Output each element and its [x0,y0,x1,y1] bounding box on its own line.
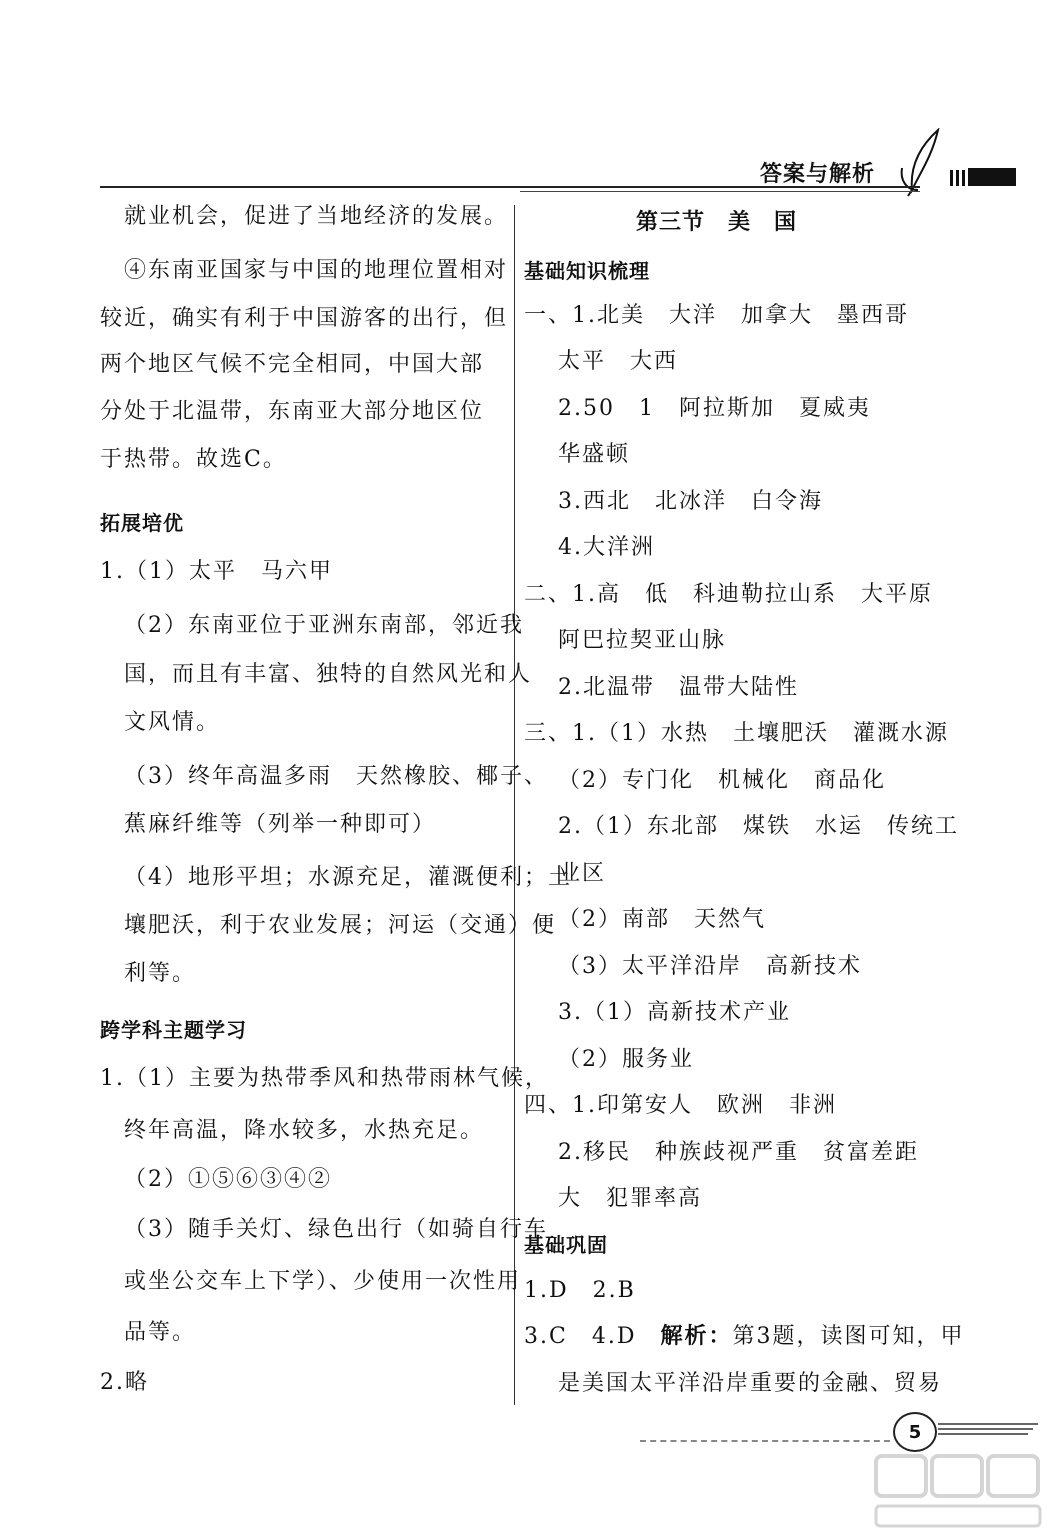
answer-line: 或坐公交车上下学）、少使用一次性用 [124,1269,522,1294]
answer-line: 阿巴拉契亚山脉 [558,628,727,653]
answer-line: 3.（1）高新技术产业 [558,1000,791,1025]
answer-line: 4.大洋洲 [558,535,655,560]
answer-line: 2.略 [100,1370,149,1395]
analysis-label: 解析： [660,1324,733,1349]
answer-line: 2.50 1 阿拉斯加 夏威夷 [558,396,871,421]
header-title: 答案与解析 [759,162,875,187]
answer-line [524,1322,964,1352]
answer-line: 一、1.北美 大洋 加拿大 墨西哥 [524,303,909,328]
text-line: 两个地区气候不完全相同，中国大部 [100,352,485,377]
footer-decorative-lines-icon [938,1420,1038,1440]
header-rule-secondary [520,191,920,192]
text-line: ④东南亚国家与中国的地理位置相对 [124,258,509,283]
answer-line: 业区 [558,861,607,886]
answer-line: 品等。 [124,1320,197,1345]
answer-line: 国，而且有丰富、独特的自然风光和人 [124,662,533,687]
answer-line: 三、1.（1）水热 土壤肥沃 灌溉水源 [524,721,949,746]
answer-line: 3.西北 北冰洋 白令海 [558,489,823,514]
footer-dashed-rule [640,1440,890,1442]
answer-line: 2.移民 种族歧视严重 贫富差距 [558,1140,919,1165]
answer-line: 壤肥沃，利于农业发展；河运（交通）便 [124,913,557,938]
section-heading: 拓展培优 [100,511,184,535]
section-heading: 基础知识梳理 [524,259,650,283]
answer-line: （4）地形平坦；水源充足，灌溉便利；土 [124,865,572,890]
text-line: 较近，确实有利于中国游客的出行，但 [100,306,509,331]
answer-line: 二、1.高 低 科迪勒拉山系 大平原 [524,582,933,607]
answer-line: 1.（1）太平 马六甲 [100,559,333,584]
answer-line: 1.D 2.B [524,1278,636,1303]
answer-line: （2）专门化 机械化 商品化 [558,768,886,793]
section-heading: 跨学科主题学习 [100,1018,247,1042]
answer-line: 文风情。 [124,710,221,735]
answer-line: （3）随手关灯、绿色出行（如骑自行车 [124,1217,548,1242]
answer-line: 2.（1）东北部 煤铁 水运 传统工 [558,814,959,839]
answer-line: 2.北温带 温带大陆性 [558,675,799,700]
answer-line: （2）东南亚位于亚洲东南部，邻近我 [124,613,524,638]
header-rule [100,186,920,188]
answer-line: （3）太平洋沿岸 高新技术 [558,954,862,979]
answer-line: （2）①⑤⑥③④② [124,1167,332,1192]
text-line: 于热带。故选C。 [100,447,287,472]
answer-line: 太平 大西 [558,349,679,374]
answer-line: 四、1.印第安人 欧洲 非洲 [524,1093,837,1118]
answer-line: 蕉麻纤维等（列举一种即可） [124,812,437,837]
answer-line: （3）终年高温多雨 天然橡胶、椰子、 [124,764,548,789]
text-line: 分处于北温带，东南亚大部分地区位 [100,399,485,424]
answer-line: 华盛顿 [558,442,631,467]
watermark-logo-icon [870,1452,1050,1532]
answer-line: 大 犯罪率高 [558,1186,703,1211]
page-number: 5 [893,1412,937,1452]
answer-prefix: 3.C 4.D [524,1324,661,1349]
text-line: 就业机会，促进了当地经济的发展。 [124,204,509,229]
decorative-bars-icon [950,166,1020,188]
answer-line: （2）服务业 [558,1047,694,1072]
analysis-text: 第3题，读图可知，甲 [732,1324,965,1349]
section-title: 第三节 美 国 [636,210,798,235]
answer-line: 是美国太平洋沿岸重要的金融、贸易 [558,1371,943,1396]
section-heading: 基础巩固 [524,1233,608,1257]
answer-line: （2）南部 天然气 [558,907,766,932]
answer-line: 利等。 [124,961,197,986]
answer-line: 1.（1）主要为热带季风和热带雨林气候， [100,1066,549,1091]
answer-line: 终年高温，降水较多，水热充足。 [124,1118,485,1143]
